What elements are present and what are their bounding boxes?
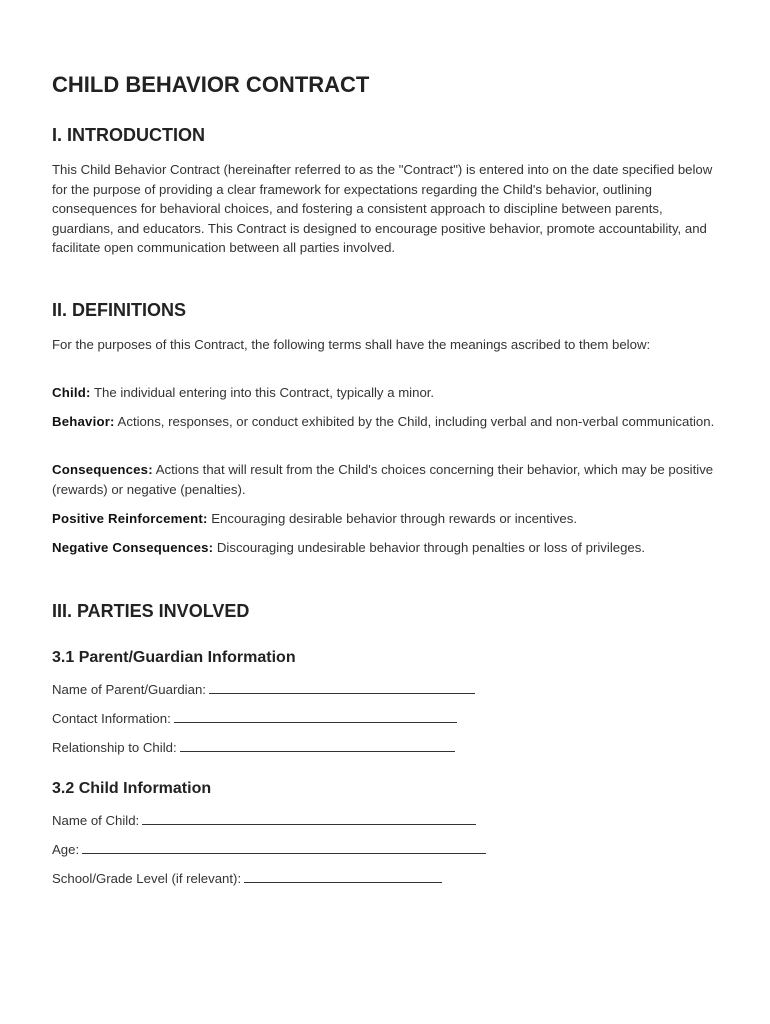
contact-info-field <box>52 709 457 729</box>
age-input[interactable] <box>82 841 486 854</box>
definition-consequences <box>52 460 724 499</box>
field-label: Age: <box>52 842 80 857</box>
parties-heading: III. PARTIES INVOLVED <box>52 601 250 621</box>
definition-text: The individual entering into this Contract, typically a minor. <box>90 385 435 400</box>
relationship-input[interactable] <box>180 739 455 752</box>
definition-child <box>52 383 724 403</box>
child-name-field <box>52 811 476 831</box>
parent-info-heading: 3.1 Parent/Guardian Information <box>52 649 296 666</box>
school-grade-input[interactable] <box>244 870 442 883</box>
definition-term: Negative Consequences: <box>52 540 214 555</box>
parent-name-field <box>52 680 475 700</box>
definition-negative-consequences <box>52 538 724 558</box>
definitions-heading: II. DEFINITIONS <box>52 300 187 320</box>
definition-text: Actions that will result from the Child's choices concerning their behavior, which may be positive (rewards) or negative (penalties). <box>52 462 714 497</box>
introduction-heading: I. INTRODUCTION <box>52 125 205 145</box>
age-field <box>52 840 486 860</box>
field-label: Name of Child: <box>52 813 140 828</box>
definition-term: Positive Reinforcement: <box>52 511 208 526</box>
definitions-intro: For the purposes of this Contract, the following terms shall have the meanings ascribed to them below: <box>52 337 651 352</box>
field-label: Name of Parent/Guardian: <box>52 682 206 697</box>
field-label: Contact Information: <box>52 711 171 726</box>
definition-text: Discouraging undesirable behavior through penalties or loss of privileges. <box>213 540 646 555</box>
definition-text: Actions, responses, or conduct exhibited by the Child, including verbal and non-verbal communication. <box>114 414 715 429</box>
definition-term: Child: <box>52 385 91 400</box>
school-grade-field <box>52 869 442 889</box>
introduction-paragraph: This Child Behavior Contract (hereinafter referred to as the "Contract") is entered into on the date specified below for the purpose of providing a clear framework for expectations regarding the Child's behavior, outlining consequences for behavioral choices, and fostering a consistent approach to discipline between parents, guardians, and educators. This Contract is designed to encourage positive behavior, promote accountability, and facilitate open communication between all parties involved. <box>52 162 713 256</box>
document-title: CHILD BEHAVIOR CONTRACT <box>52 72 370 97</box>
contact-info-input[interactable] <box>174 710 457 723</box>
parent-name-input[interactable] <box>209 681 475 694</box>
child-info-heading: 3.2 Child Information <box>52 780 212 797</box>
definition-behavior <box>52 412 724 432</box>
definition-term: Consequences: <box>52 462 153 477</box>
definition-text: Encouraging desirable behavior through rewards or incentives. <box>207 511 578 526</box>
child-name-input[interactable] <box>142 812 476 825</box>
definition-term: Behavior: <box>52 414 115 429</box>
relationship-field <box>52 738 455 758</box>
field-label: School/Grade Level (if relevant): <box>52 871 242 886</box>
definition-positive-reinforcement <box>52 509 724 529</box>
field-label: Relationship to Child: <box>52 740 177 755</box>
